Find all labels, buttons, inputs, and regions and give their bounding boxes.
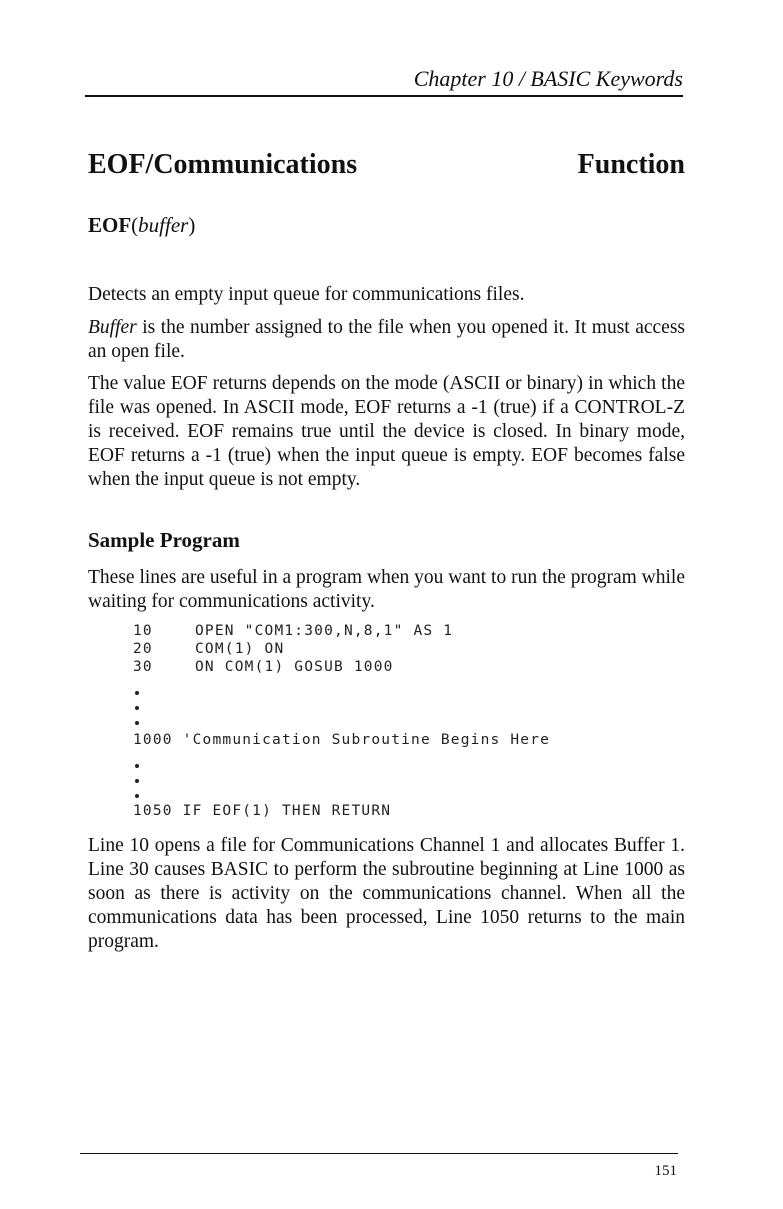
code-line: [133, 658, 394, 676]
syntax-line: [88, 213, 195, 238]
paragraph-rest: is the number assigned to the file when you opened it. It must access an open file.: [88, 317, 685, 362]
page-number: 151: [654, 1163, 677, 1179]
ellipsis-dot: [135, 794, 139, 798]
ellipsis-dot: [135, 691, 139, 695]
paragraph-modes: [88, 372, 685, 492]
paragraph-buffer: [88, 316, 685, 364]
code-line: [133, 640, 284, 658]
code-line: [133, 802, 391, 820]
line-number: 1050: [133, 803, 173, 819]
line-number: 30: [133, 659, 153, 675]
syntax-close-paren: ): [188, 213, 196, 237]
ellipsis-dot: [135, 706, 139, 710]
paragraph-explanation: [88, 834, 685, 954]
running-header: Chapter 10 / BASIC Keywords: [413, 66, 683, 91]
entry-title-row: [88, 149, 685, 181]
section-heading: Sample Program: [88, 528, 240, 552]
entry-type: Function: [577, 149, 685, 180]
paragraph-text: Detects an empty input queue for communications files.: [88, 284, 525, 305]
code-line: [133, 731, 550, 749]
line-number: 20: [133, 641, 153, 657]
footer-rule: [80, 1153, 678, 1154]
ellipsis-dot: [135, 779, 139, 783]
term-buffer: Buffer: [88, 317, 137, 338]
syntax-open-paren: (: [131, 213, 139, 237]
paragraph-text: [88, 316, 685, 364]
paragraph-intro: [88, 566, 685, 614]
line-code: ON COM(1) GOSUB 1000: [195, 659, 394, 675]
syntax-keyword: EOF: [88, 213, 132, 237]
paragraph-text: The value EOF returns depends on the mode (ASCII or binary) in which the file was opened. In ASCII mode, EOF returns a -1 (true) if a CONTROL-Z is received. EOF remains true until the device is closed. In binary mode, EOF returns a -1 (true) when the input queue is empty. EOF becomes false when the input queue is not empty.: [88, 373, 685, 490]
line-code: OPEN "COM1:300,N,8,1" AS 1: [195, 623, 454, 639]
line-code: IF EOF(1) THEN RETURN: [182, 803, 392, 819]
header-rule: [85, 95, 683, 97]
line-code: 'Communication Subroutine Begins Here: [182, 732, 551, 748]
syntax-argument: buffer: [138, 213, 189, 237]
paragraph-text: These lines are useful in a program when you want to run the program while waiting for communications activity.: [88, 567, 685, 612]
entry-title: EOF/Communications: [88, 149, 358, 180]
ellipsis-dot: [135, 721, 139, 725]
paragraph-text: Line 10 opens a file for Communications Channel 1 and allocates Buffer 1. Line 30 causes BASIC to perform the subroutine beginning at Line 1000 as soon as there is activity on the communications channel. When all the communications data has been processed, Line 1050 returns to the main program.: [88, 835, 685, 952]
line-number: 1000: [133, 732, 173, 748]
ellipsis-dot: [135, 764, 139, 768]
code-line: [133, 622, 453, 640]
line-code: COM(1) ON: [195, 641, 285, 657]
line-number: 10: [133, 623, 153, 639]
paragraph-description: [88, 283, 685, 307]
